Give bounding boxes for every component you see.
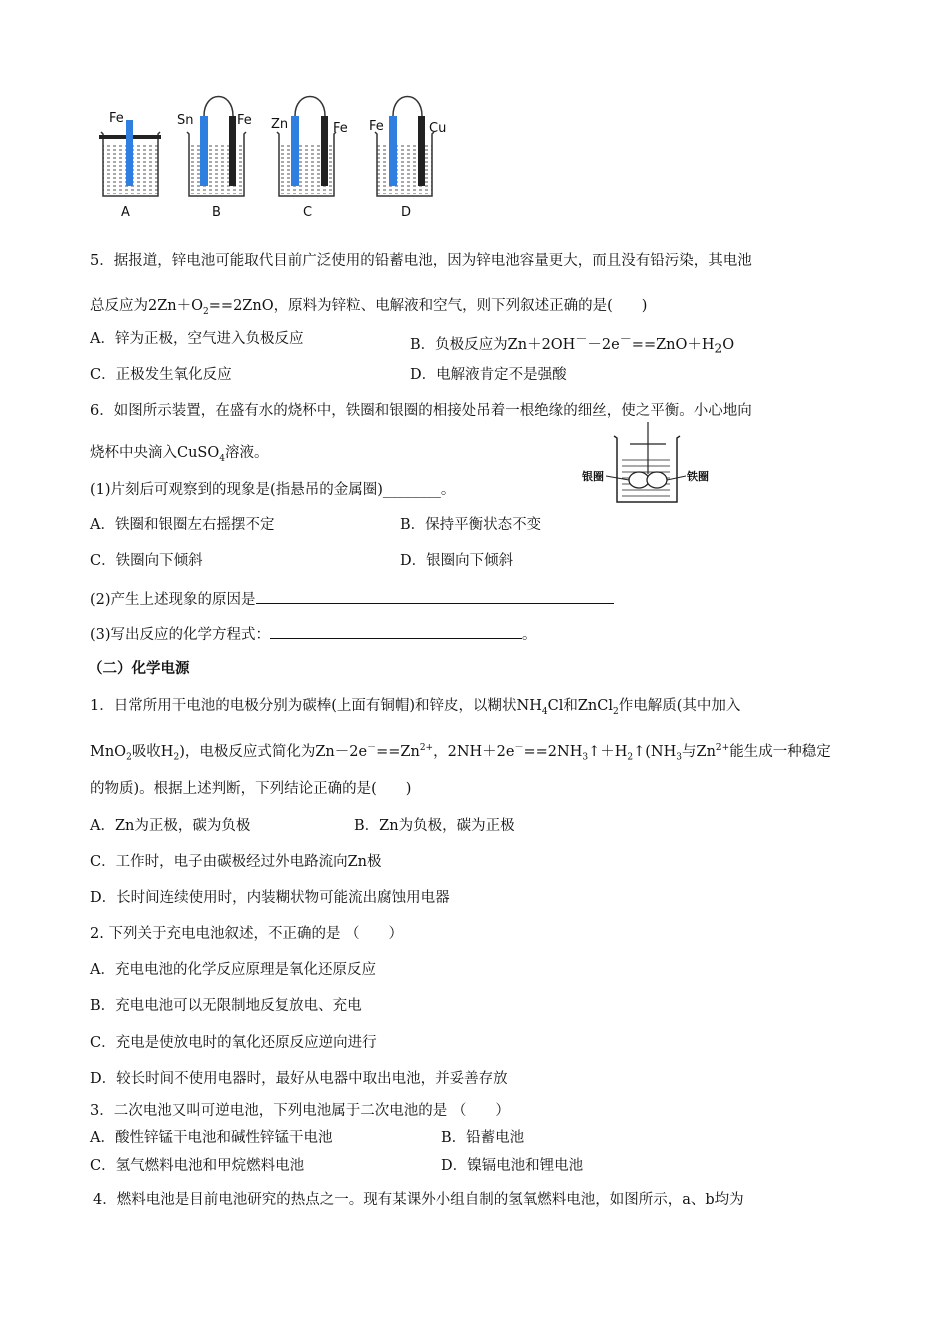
s2q3-option-b[interactable]: B．铅蓄电池 — [441, 1130, 525, 1146]
beaker-a — [99, 120, 161, 196]
q6-option-c[interactable]: C．铁圈向下倾斜 — [90, 553, 203, 569]
beaker-d — [375, 97, 434, 197]
caption-b: B — [212, 205, 221, 220]
s2q3-option-c[interactable]: C．氢气燃料电池和甲烷燃料电池 — [90, 1158, 305, 1174]
q5-stem-line1: 5．据报道，锌电池可能取代目前广泛使用的铅蓄电池，因为锌电池容量更大，而且没有铅污染，其电池 — [90, 253, 752, 269]
s2q1-line2: MnO$_2$吸收$H_2$)，电极反应式简化为$Zn-2e^-==Zn^{2+}$，$2NH+2e^-==2NH_3↑+H_2↑(NH_3$与$Zn^{2+}$能生成一种稳定 — [90, 743, 831, 763]
beaker-b — [187, 97, 246, 197]
s2q3-stem: 3．二次电池又叫可逆电池，下列电池属于二次电池的是 （ ） — [90, 1103, 510, 1119]
q5-option-c[interactable]: C．正极发生氧化反应 — [90, 367, 232, 383]
q6-sub1: (1)片刻后可观察到的现象是(指悬吊的金属圈)________。 — [90, 482, 456, 498]
s2q3-option-a[interactable]: A．酸性锌锰干电池和碱性锌锰干电池 — [90, 1130, 333, 1146]
label-silver-ring: 银圈 — [582, 470, 604, 483]
q5-option-b[interactable]: B．负极反应为$Zn+2OH^--2e^-==ZnO+H_2O$ — [410, 332, 735, 356]
q6-sub3: (3)写出反应的化学方程式： 。 — [90, 624, 537, 645]
q6-sub3-answer-line[interactable] — [270, 624, 522, 639]
electrode-beakers-figure — [95, 92, 465, 227]
s2q2-stem: 2. 下列关于充电电池叙述，不正确的是 （ ） — [90, 926, 404, 942]
label-d-right: Cu — [429, 121, 447, 136]
s2q2-option-a[interactable]: A．充电电池的化学反应原理是氧化还原反应 — [90, 962, 376, 978]
ring-beaker-figure — [582, 422, 722, 508]
s2q1-line1: 1．日常所用干电池的电极分别为碳棒(上面有铜帽)和锌皮，以糊状$NH_4Cl$和ZnCl$_2$作电解质(其中加入 — [90, 698, 741, 717]
q6-option-a[interactable]: A．铁圈和银圈左右摇摆不定 — [90, 517, 275, 533]
s2q2-option-b[interactable]: B．充电电池可以无限制地反复放电、充电 — [90, 998, 362, 1014]
label-a-electrode: Fe — [109, 111, 124, 126]
s2q1-option-d[interactable]: D．长时间连续使用时，内装糊状物可能流出腐蚀用电器 — [90, 890, 450, 906]
q5-stem-line2: 总反应为$2Zn+O_2==2ZnO$，原料为锌粒、电解液和空气，则下列叙述正确的是( ) — [90, 298, 648, 317]
s2q2-option-c[interactable]: C．充电是使放电时的氧化还原反应逆向进行 — [90, 1035, 377, 1051]
label-c-right: Fe — [333, 121, 348, 136]
q5-option-d[interactable]: D．电解液肯定不是强酸 — [410, 367, 567, 383]
beaker-c — [277, 97, 336, 197]
label-c-left: Zn — [271, 117, 289, 132]
s2q1-option-a[interactable]: A．Zn为正极，碳为负极 — [90, 818, 251, 834]
caption-a: A — [121, 205, 130, 220]
s2q1-option-c[interactable]: C．工作时，电子由碳极经过外电路流向Zn极 — [90, 854, 382, 870]
q6-sub2-answer-line[interactable] — [256, 589, 614, 604]
q5-option-a[interactable]: A．锌为正极，空气进入负极反应 — [90, 331, 304, 347]
label-d-left: Fe — [369, 119, 384, 134]
label-b-right: Fe — [237, 113, 252, 128]
section-title: （二）化学电源 — [88, 661, 190, 677]
q6-option-d[interactable]: D．银圈向下倾斜 — [400, 553, 514, 569]
q6-stem-line2: 烧杯中央滴入CuSO$_4$溶液。 — [90, 445, 269, 464]
s2q1-option-b[interactable]: B．Zn为负极，碳为正极 — [354, 818, 515, 834]
s2q3-option-d[interactable]: D．镍镉电池和锂电池 — [441, 1158, 584, 1174]
label-iron-ring: 铁圈 — [687, 470, 709, 483]
s2q4-stem: 4．燃料电池是目前电池研究的热点之一。现有某课外小组自制的氢氧燃料电池，如图所示，a、b均为 — [93, 1192, 744, 1208]
q6-sub2: (2)产生上述现象的原因是 — [90, 589, 614, 610]
q6-option-b[interactable]: B．保持平衡状态不变 — [400, 517, 542, 533]
q6-stem-line1: 6．如图所示装置，在盛有水的烧杯中，铁圈和银圈的相接处吊着一根绝缘的细丝，使之平衡。小心地向 — [90, 403, 752, 419]
s2q1-line3: 的物质)。根据上述判断，下列结论正确的是( ) — [90, 781, 412, 797]
caption-c: C — [303, 205, 313, 220]
label-b-left: Sn — [177, 113, 194, 128]
caption-d: D — [401, 205, 412, 220]
s2q2-option-d[interactable]: D．较长时间不使用电器时，最好从电器中取出电池，并妥善存放 — [90, 1071, 508, 1087]
